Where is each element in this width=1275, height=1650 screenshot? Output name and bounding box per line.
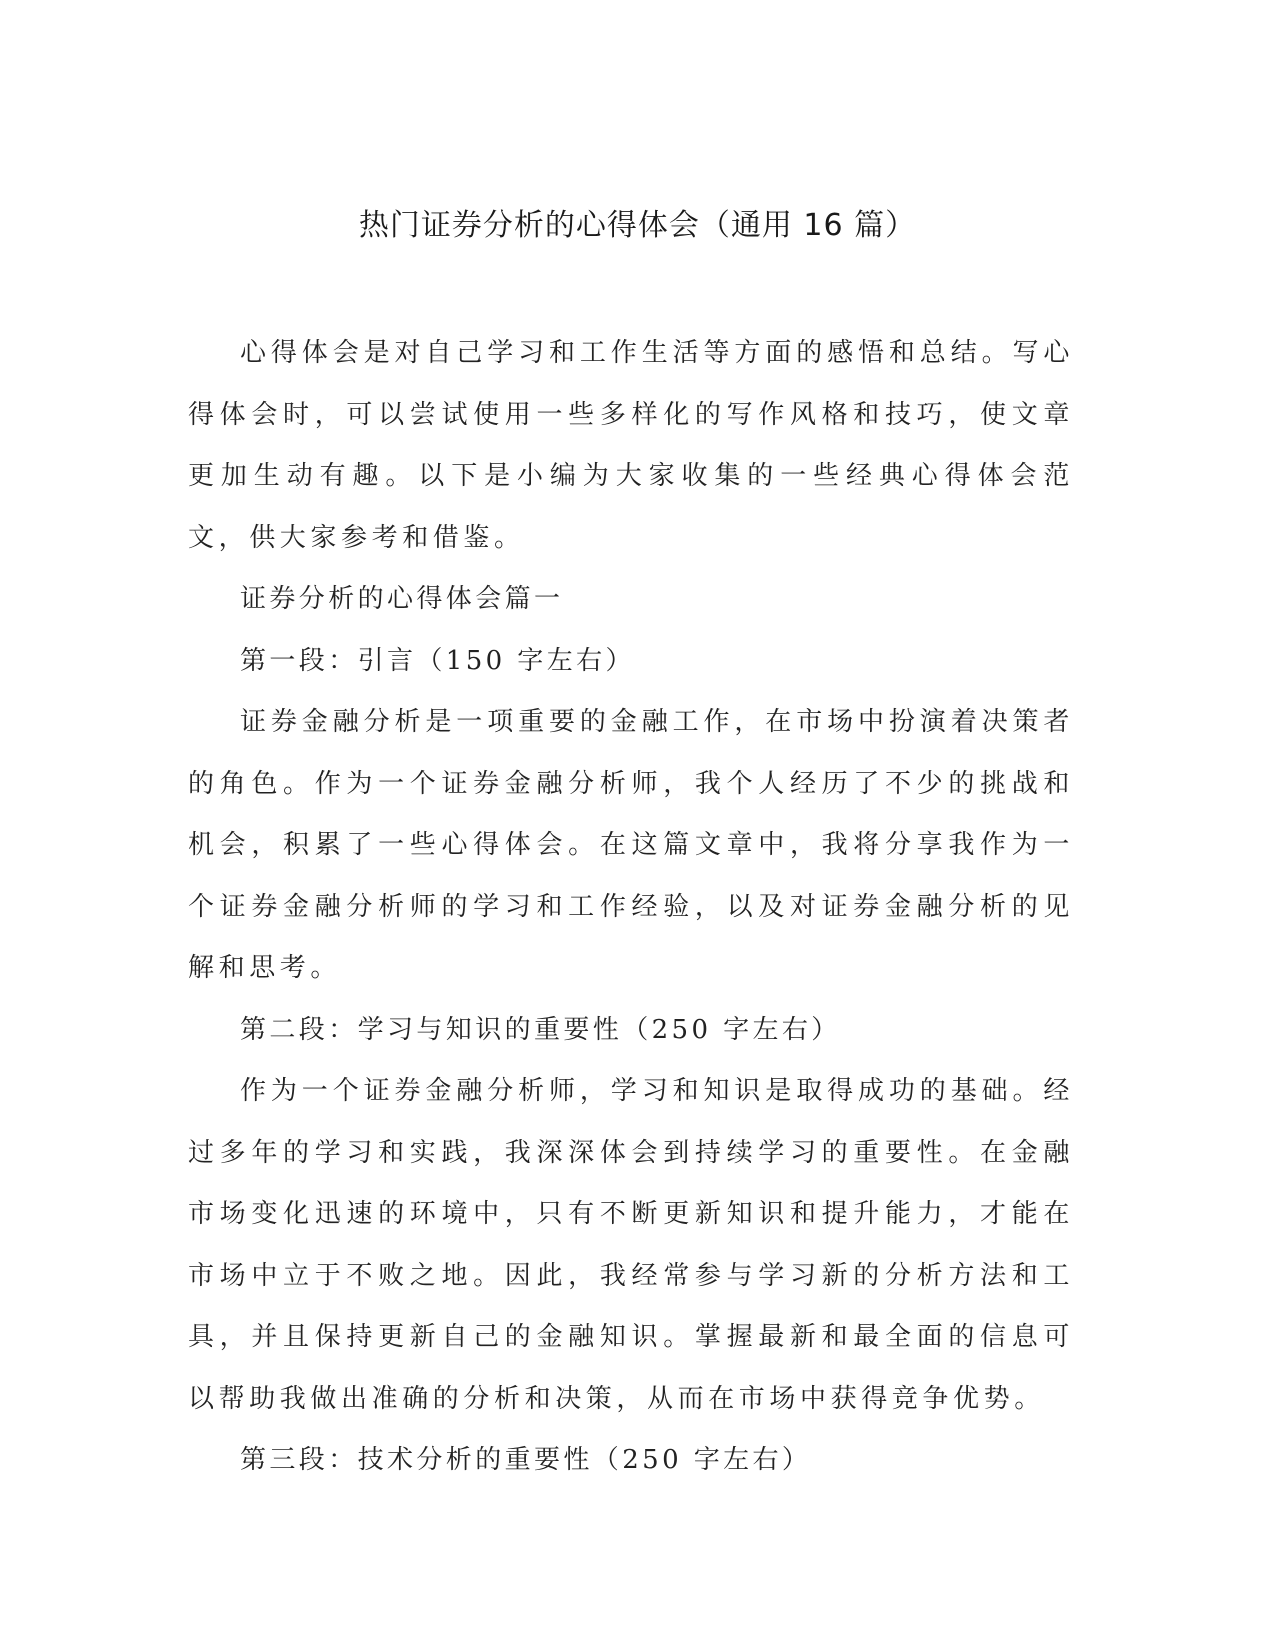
section-paragraph-2: 作为一个证券金融分析师，学习和知识是取得成功的基础。经过多年的学习和实践，我深深体会到持续学习的重要性。在金融市场变化迅速的环境中，只有不断更新知识和提升能力，才能在市场中立于不败之地。因此，我经常参与学习新的分析方法和工具，并且保持更新自己的金融知识。掌握最新和最全面的信息可以帮助我做出准确的分析和决策，从而在市场中获得竞争优势。 <box>188 1076 1074 1414</box>
document-body <box>188 323 1074 1492</box>
section-heading-2: 第二段：学习与知识的重要性（250 字左右） <box>240 1014 841 1045</box>
section-heading-1: 第一段：引言（150 字左右） <box>240 645 635 676</box>
section-paragraph-1: 证券金融分析是一项重要的金融工作，在市场中扮演着决策者的角色。作为一个证券金融分析师，我个人经历了不少的挑战和机会，积累了一些心得体会。在这篇文章中，我将分享我作为一个证券金融分析师的学习和工作经验，以及对证券金融分析的见解和思考。 <box>188 707 1074 983</box>
intro-paragraph: 心得体会是对自己学习和工作生活等方面的感悟和总结。写心得体会时，可以尝试使用一些多样化的写作风格和技巧，使文章更加生动有趣。以下是小编为大家收集的一些经典心得体会范文，供大家参考和借鉴。 <box>188 338 1074 553</box>
section-heading-3: 第三段：技术分析的重要性（250 字左右） <box>240 1445 812 1475</box>
article-heading: 证券分析的心得体会篇一 <box>240 584 564 614</box>
document-title: 热门证券分析的心得体会（通用 16 篇） <box>358 208 917 243</box>
